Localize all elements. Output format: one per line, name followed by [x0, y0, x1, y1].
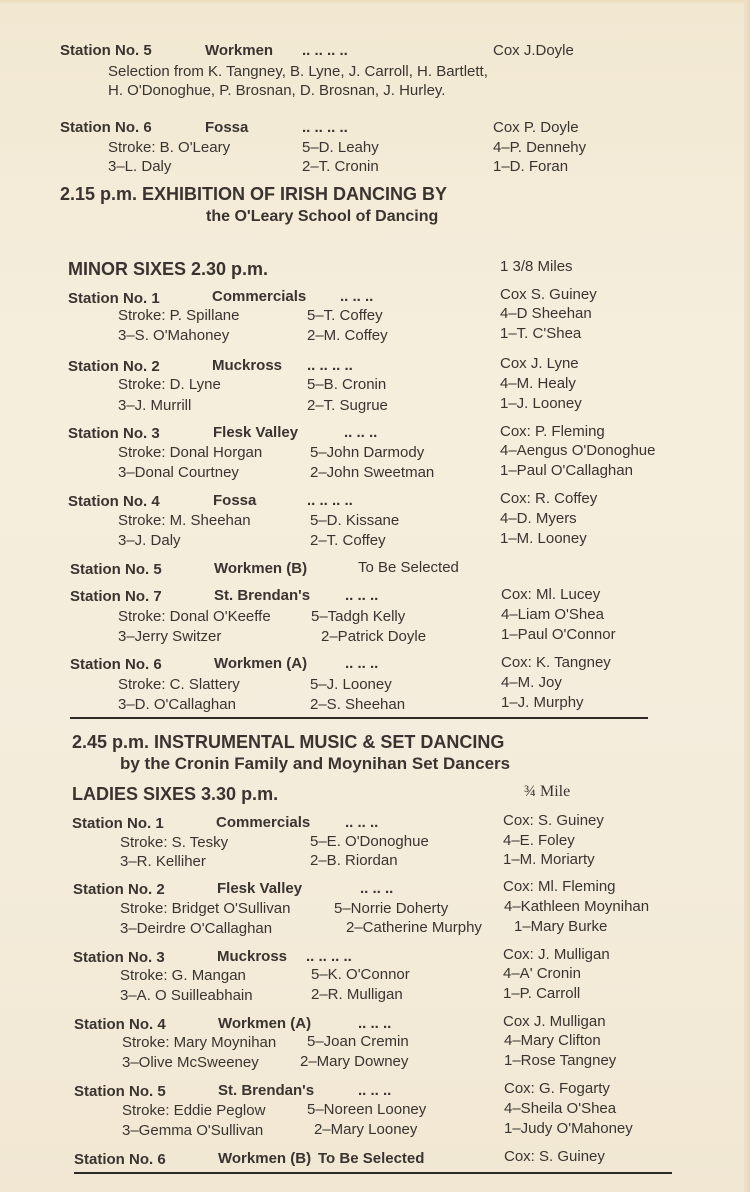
race-title: MINOR SIXES 2.30 p.m. — [68, 259, 269, 279]
leader-dots: .. .. .. — [345, 655, 379, 672]
rower: 3–A. O Suilleabhain — [120, 987, 253, 1004]
to-be-selected-note: To Be Selected — [358, 559, 459, 576]
rower: 4–D Sheehan — [500, 305, 592, 322]
rower: 3–Deirdre O'Callaghan — [120, 920, 273, 937]
event-subheading: by the Cronin Family and Moynihan Set Dancers — [120, 754, 511, 773]
rower: 5–B. Cronin — [307, 376, 387, 393]
rower: 5–T. Coffey — [307, 307, 383, 324]
rower: 4–A' Cronin — [503, 965, 581, 982]
cox-name: Cox: J. Mulligan — [503, 946, 610, 963]
rower: 2–Mary Downey — [300, 1053, 409, 1070]
rower: Stroke: D. Lyne — [118, 376, 221, 393]
rower: 1–Paul O'Connor — [501, 626, 616, 643]
station-label: Station No. 6 — [60, 119, 152, 136]
rower: 4–E. Foley — [503, 832, 575, 849]
rower: Stroke: S. Tesky — [120, 834, 229, 851]
event-heading: 2.15 p.m. EXHIBITION OF IRISH DANCING BY — [60, 184, 448, 204]
crew-name: St. Brendan's — [214, 587, 311, 604]
race-title: LADIES SIXES 3.30 p.m. — [72, 784, 279, 804]
rower: 1–P. Carroll — [503, 985, 581, 1002]
station-label: Station No. 3 — [73, 949, 165, 966]
race-distance: ¾ Mile — [524, 783, 571, 800]
rower: 3–Olive McSweeney — [122, 1054, 259, 1071]
rower: Stroke: Mary Moynihan — [122, 1034, 277, 1051]
rower: 5–John Darmody — [310, 444, 425, 461]
rower: 1–M. Looney — [500, 530, 587, 547]
rower: 1–Rose Tangney — [504, 1052, 617, 1069]
station-label: Station No. 3 — [68, 425, 160, 442]
leader-dots: .. .. .. .. — [306, 948, 352, 965]
selection-text: Selection from K. Tangney, B. Lyne, J. Carroll, H. Bartlett, — [108, 63, 488, 80]
station-label: Station No. 5 — [70, 561, 162, 578]
rower: 2–M. Coffey — [307, 327, 388, 344]
cox-name: Cox: Ml. Lucey — [501, 586, 601, 603]
station-label: Station No. 2 — [73, 881, 165, 898]
rower: 1–J. Looney — [500, 395, 582, 412]
rower: 5–E. O'Donoghue — [310, 833, 429, 850]
station-label: Station No. 2 — [68, 358, 160, 375]
to-be-selected-note: To Be Selected — [318, 1150, 425, 1167]
rower: 3–R. Kelliher — [120, 853, 206, 870]
crew-name: Workmen — [205, 42, 274, 59]
cox-name: Cox: K. Tangney — [501, 654, 611, 671]
leader-dots: .. .. .. .. — [307, 357, 353, 374]
station-label: Station No. 1 — [72, 815, 164, 832]
rower: 3–D. O'Callaghan — [118, 696, 236, 713]
rower: 5–Joan Cremin — [307, 1033, 409, 1050]
rower: 1–M. Moriarty — [503, 851, 595, 868]
rower: 4–M. Healy — [500, 375, 576, 392]
station-label: Station No. 4 — [68, 493, 160, 510]
rower: 3–L. Daly — [108, 158, 172, 175]
rower: 5–D. Leahy — [302, 139, 379, 156]
rower: 4–M. Joy — [501, 674, 562, 691]
rower: 1–T. C'Shea — [500, 325, 582, 342]
station-label: Station No. 6 — [70, 656, 162, 673]
leader-dots: .. .. .. — [358, 1082, 392, 1099]
crew-name: St. Brendan's — [218, 1082, 315, 1099]
rower: 5–Tadgh Kelly — [311, 608, 406, 625]
event-heading: 2.45 p.m. INSTRUMENTAL MUSIC & SET DANCING — [72, 732, 505, 752]
leader-dots: .. .. .. — [360, 880, 394, 897]
race-distance: 1 3/8 Miles — [500, 258, 573, 275]
crew-name: Workmen (B) — [218, 1150, 312, 1167]
leader-dots: .. .. .. .. — [302, 42, 348, 59]
leader-dots: .. .. .. — [344, 424, 378, 441]
rower: Stroke: Bridget O'Sullivan — [120, 900, 291, 917]
cox-name: Cox: S. Guiney — [504, 1148, 605, 1165]
rower: 3–J. Daly — [118, 532, 181, 549]
rower: 5–J. Looney — [310, 676, 392, 693]
rower: 4–Liam O'Shea — [501, 606, 604, 623]
rower: 4–Sheila O'Shea — [504, 1100, 617, 1117]
rower: 2–T. Coffey — [310, 532, 386, 549]
cox-name: Cox J. Mulligan — [503, 1013, 606, 1030]
rower: 2–B. Riordan — [310, 852, 398, 869]
rower: 2–R. Mulligan — [311, 986, 403, 1003]
crew-name: Flesk Valley — [213, 424, 299, 441]
rower: 3–Gemma O'Sullivan — [122, 1122, 264, 1139]
crew-name: Workmen (A) — [214, 655, 308, 672]
cox-name: Cox: S. Guiney — [503, 812, 604, 829]
rower: 3–Jerry Switzer — [118, 628, 222, 645]
rower: 1–Mary Burke — [514, 918, 608, 935]
crew-name: Fossa — [205, 119, 249, 136]
rower: 4–Mary Clifton — [504, 1032, 601, 1049]
station-label: Station No. 5 — [60, 42, 152, 59]
rower: 2–Patrick Doyle — [321, 628, 427, 645]
cox-name: Cox: R. Coffey — [500, 490, 598, 507]
rower: Stroke: M. Sheehan — [118, 512, 251, 529]
rower: 4–D. Myers — [500, 510, 577, 527]
rower: 2–Mary Looney — [314, 1121, 418, 1138]
crew-name: Fossa — [213, 492, 257, 509]
rower: 2–T. Sugrue — [307, 397, 388, 414]
rower: 1–J. Murphy — [501, 694, 584, 711]
cox-name: Cox: G. Fogarty — [504, 1080, 610, 1097]
station-label: Station No. 7 — [70, 588, 162, 605]
rower: 5–Noreen Looney — [307, 1101, 427, 1118]
paper-edge-top — [0, 0, 750, 4]
crew-name: Commercials — [216, 814, 311, 831]
leader-dots: .. .. .. — [345, 814, 379, 831]
cox-name: Cox S. Guiney — [500, 286, 597, 303]
leader-dots: .. .. .. — [358, 1015, 392, 1032]
cox-name: Cox: Ml. Fleming — [503, 878, 616, 895]
leader-dots: .. .. .. .. — [307, 492, 353, 509]
section-divider — [70, 717, 648, 719]
rower: Stroke: C. Slattery — [118, 676, 240, 693]
rower: 2–S. Sheehan — [310, 696, 406, 713]
rower: Stroke: B. O'Leary — [108, 139, 231, 156]
station-label: Station No. 6 — [74, 1151, 166, 1168]
paper-edge-right — [744, 0, 750, 1192]
cox-name: Cox J.Doyle — [493, 42, 574, 59]
rower: 1–Judy O'Mahoney — [504, 1120, 633, 1137]
rower: 3–Donal Courtney — [118, 464, 239, 481]
rower: 1–Paul O'Callaghan — [500, 462, 633, 479]
rower: 2–T. Cronin — [302, 158, 379, 175]
rower: 4–P. Dennehy — [493, 139, 587, 156]
rower: Stroke: Donal O'Keeffe — [118, 608, 271, 625]
crew-name: Flesk Valley — [217, 880, 303, 897]
crew-name: Muckross — [217, 948, 288, 965]
leader-dots: .. .. .. .. — [302, 119, 348, 136]
rower: 2–Catherine Murphy — [346, 919, 482, 936]
rower: 1–D. Foran — [493, 158, 569, 175]
leader-dots: .. .. .. — [345, 587, 379, 604]
cox-name: Cox J. Lyne — [500, 355, 579, 372]
cox-name: Cox: P. Fleming — [500, 423, 605, 440]
rower: 2–John Sweetman — [310, 464, 435, 481]
station-label: Station No. 5 — [74, 1083, 166, 1100]
rower: 5–D. Kissane — [310, 512, 400, 529]
rower: 5–K. O'Connor — [311, 966, 410, 983]
section-divider — [74, 1172, 672, 1174]
crew-name: Muckross — [212, 357, 283, 374]
rower: 3–J. Murrill — [118, 397, 192, 414]
crew-name: Commercials — [212, 288, 307, 305]
rower: Stroke: Donal Horgan — [118, 444, 263, 461]
event-subheading: the O'Leary School of Dancing — [206, 208, 439, 225]
rower: 3–S. O'Mahoney — [118, 327, 230, 344]
rower: Stroke: P. Spillane — [118, 307, 240, 324]
rower: 4–Kathleen Moynihan — [504, 898, 650, 915]
station-label: Station No. 4 — [74, 1016, 166, 1033]
crew-name: Workmen (A) — [218, 1015, 312, 1032]
leader-dots: .. .. .. — [340, 288, 374, 305]
rower: Stroke: Eddie Peglow — [122, 1102, 266, 1119]
rower: 5–Norrie Doherty — [334, 900, 449, 917]
selection-text: H. O'Donoghue, P. Brosnan, D. Brosnan, J. Hurley. — [108, 82, 446, 99]
station-label: Station No. 1 — [68, 290, 160, 307]
rower: Stroke: G. Mangan — [120, 967, 246, 984]
cox-name: Cox P. Doyle — [493, 119, 579, 136]
rower: 4–Aengus O'Donoghue — [500, 442, 656, 459]
crew-name: Workmen (B) — [214, 560, 308, 577]
